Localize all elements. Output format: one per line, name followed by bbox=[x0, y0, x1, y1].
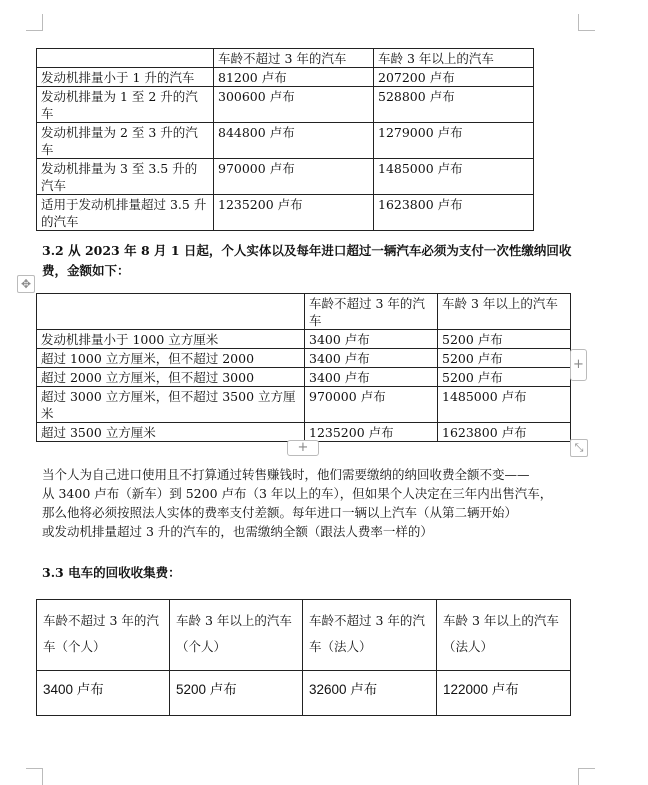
table-cell[interactable]: 3400 卢布 bbox=[305, 349, 438, 368]
table-cell[interactable]: 528800 卢布 bbox=[374, 87, 534, 123]
table-cell[interactable]: 970000 卢布 bbox=[305, 387, 438, 423]
table-row bbox=[37, 387, 571, 423]
table-cell[interactable]: 发动机排量小于 1 升的汽车 bbox=[37, 68, 214, 87]
table-cell[interactable]: 844800 卢布 bbox=[214, 123, 374, 159]
page-corner-mark-top-right bbox=[578, 14, 595, 31]
table-cell[interactable]: 车龄 3 年以上的汽车 bbox=[438, 294, 571, 330]
table-row bbox=[37, 330, 571, 349]
table-resize-handle-icon[interactable]: ⤡ bbox=[570, 439, 588, 457]
table-cell[interactable] bbox=[37, 294, 305, 330]
table-cell[interactable]: 5200 卢布 bbox=[438, 368, 571, 387]
paragraph-line: 当个人为自己进口使用且不打算通过转售赚钱时，他们需要缴纳的纳回收费全额不变—— bbox=[42, 467, 530, 482]
add-column-button[interactable]: + bbox=[570, 349, 587, 381]
fee-table-by-engine-cc bbox=[36, 293, 571, 442]
table-move-handle-icon[interactable]: ✥ bbox=[17, 275, 35, 293]
table-cell[interactable]: 超过 3500 立方厘米 bbox=[37, 423, 305, 442]
section-3-2-heading: 3.2 从 2023 年 8 月 1 日起，个人实体以及每年进口超过一辆汽车必须为支付一次性缴纳回收费，金额如下： bbox=[42, 243, 572, 278]
table-row bbox=[37, 671, 571, 716]
table-cell[interactable]: 3400 卢布 bbox=[37, 671, 170, 716]
table-cell[interactable]: 300600 卢布 bbox=[214, 87, 374, 123]
page-corner-mark-bottom-right bbox=[578, 768, 595, 785]
table-cell[interactable]: 81200 卢布 bbox=[214, 68, 374, 87]
table-cell[interactable]: 207200 卢布 bbox=[374, 68, 534, 87]
table-row bbox=[37, 123, 534, 159]
electric-car-fee-table bbox=[36, 599, 571, 716]
table-cell[interactable]: 5200 卢布 bbox=[438, 330, 571, 349]
table-cell[interactable]: 32600 卢布 bbox=[303, 671, 437, 716]
table-row bbox=[37, 423, 571, 442]
table-row bbox=[37, 159, 534, 195]
table-row bbox=[37, 349, 571, 368]
table-cell[interactable]: 车龄 3 年以上的汽车（个人） bbox=[170, 600, 303, 671]
table-cell[interactable]: 发动机排量为 2 至 3 升的汽车 bbox=[37, 123, 214, 159]
table-row bbox=[37, 87, 534, 123]
table-header-row bbox=[37, 600, 571, 671]
table-cell[interactable]: 5200 卢布 bbox=[438, 349, 571, 368]
table-cell[interactable]: 1485000 卢布 bbox=[374, 159, 534, 195]
paragraph-line: 或发动机排量超过 3 升的汽车的，也需缴纳全额（跟法人费率一样的） bbox=[42, 524, 433, 539]
table-cell[interactable]: 车龄不超过 3 年的汽车（法人） bbox=[303, 600, 437, 671]
table-cell[interactable]: 发动机排量为 3 至 3.5 升的汽车 bbox=[37, 159, 214, 195]
table-cell[interactable]: 车龄不超过 3 年的汽车（个人） bbox=[37, 600, 170, 671]
table-header-row bbox=[37, 294, 571, 330]
paragraph-line: 从 3400 卢布（新车）到 5200 卢布（3 年以上的车），但如果个人决定在三年内出售汽车， bbox=[42, 486, 553, 501]
table-cell[interactable]: 车龄不超过 3 年的汽车 bbox=[305, 294, 438, 330]
paragraph-line: 那么他将必须按照法人实体的费率支付差额。每年进口一辆以上汽车（从第二辆开始） bbox=[42, 505, 518, 520]
table-cell[interactable]: 车龄 3 年以上的汽车 bbox=[374, 49, 534, 68]
table-row bbox=[37, 368, 571, 387]
table-header-row bbox=[37, 49, 534, 68]
table-cell[interactable]: 1623800 卢布 bbox=[438, 423, 571, 442]
table-cell[interactable] bbox=[37, 49, 214, 68]
page-corner-mark-bottom-left bbox=[26, 768, 43, 785]
table-cell[interactable]: 1623800 卢布 bbox=[374, 195, 534, 231]
table-cell[interactable]: 970000 卢布 bbox=[214, 159, 374, 195]
table-cell[interactable]: 1485000 卢布 bbox=[438, 387, 571, 423]
table-cell[interactable]: 车龄 3 年以上的汽车（法人） bbox=[437, 600, 571, 671]
table-cell[interactable]: 1235200 卢布 bbox=[305, 423, 438, 442]
table-cell[interactable]: 发动机排量为 1 至 2 升的汽车 bbox=[37, 87, 214, 123]
table-cell[interactable]: 超过 2000 立方厘米，但不超过 3000 bbox=[37, 368, 305, 387]
table-cell[interactable]: 3400 卢布 bbox=[305, 368, 438, 387]
table-cell[interactable]: 适用于发动机排量超过 3.5 升的汽车 bbox=[37, 195, 214, 231]
table-cell[interactable]: 1235200 卢布 bbox=[214, 195, 374, 231]
table-cell[interactable]: 车龄不超过 3 年的汽车 bbox=[214, 49, 374, 68]
table-cell[interactable]: 3400 卢布 bbox=[305, 330, 438, 349]
fee-explanation-paragraph bbox=[42, 465, 590, 541]
table-row bbox=[37, 195, 534, 231]
table-row bbox=[37, 68, 534, 87]
add-row-button[interactable]: + bbox=[287, 440, 319, 456]
table-cell[interactable]: 5200 卢布 bbox=[170, 671, 303, 716]
table-cell[interactable]: 发动机排量小于 1000 立方厘米 bbox=[37, 330, 305, 349]
section-3-3-heading: 3.3 电车的回收收集费： bbox=[42, 565, 181, 580]
fee-table-by-engine-liters bbox=[36, 48, 534, 231]
table-cell[interactable]: 122000 卢布 bbox=[437, 671, 571, 716]
table-cell[interactable]: 1279000 卢布 bbox=[374, 123, 534, 159]
table-cell[interactable]: 超过 3000 立方厘米，但不超过 3500 立方厘米 bbox=[37, 387, 305, 423]
page-corner-mark-top-left bbox=[26, 14, 43, 31]
table-cell[interactable]: 超过 1000 立方厘米，但不超过 2000 bbox=[37, 349, 305, 368]
